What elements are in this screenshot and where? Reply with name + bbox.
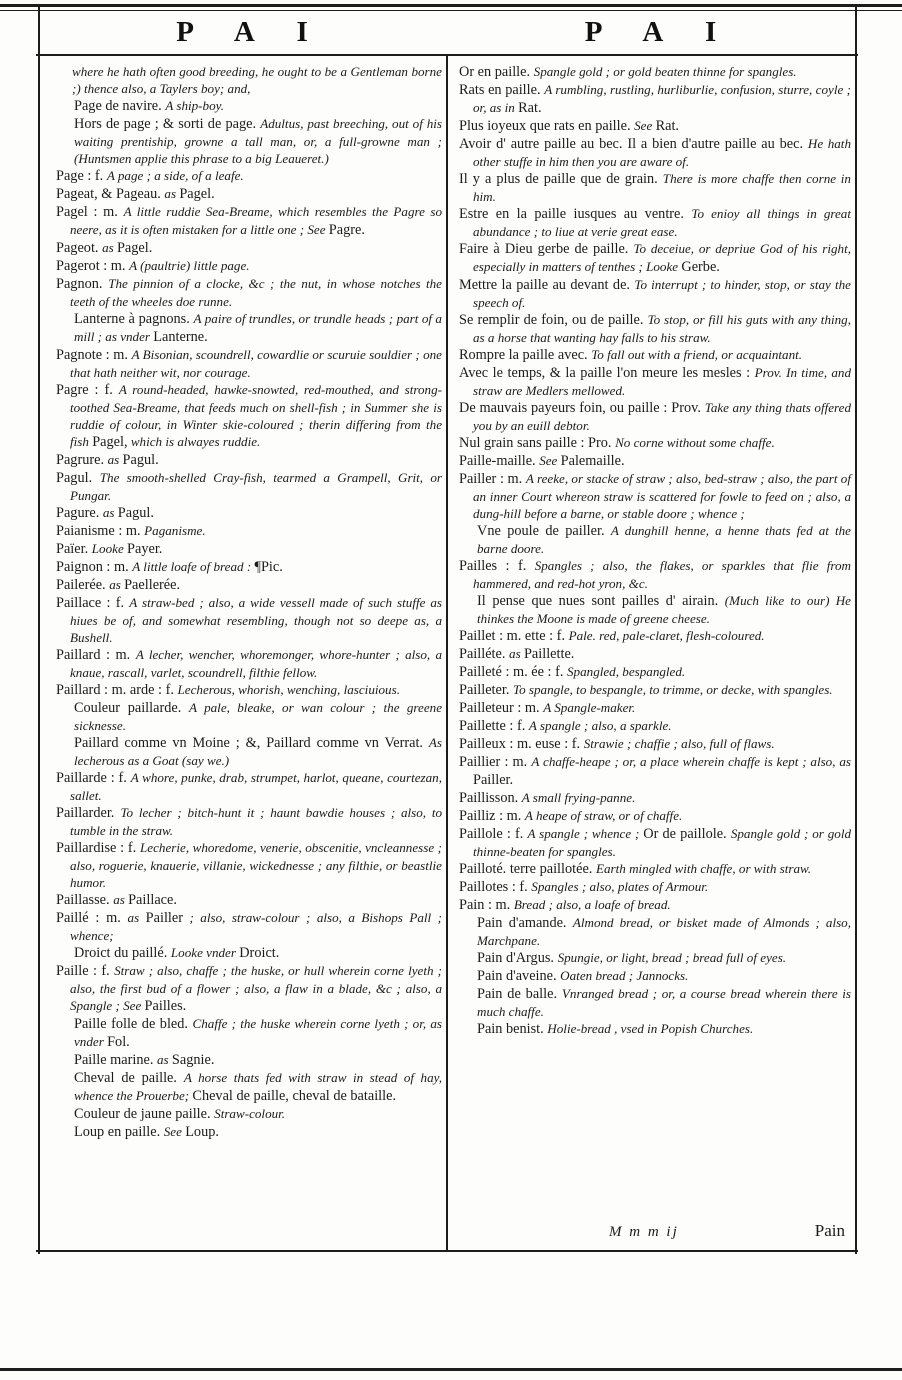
french-text: Paillier : m. <box>459 754 532 770</box>
french-text: Paillace : f. <box>56 595 130 611</box>
french-text: Paillarder. <box>56 805 121 821</box>
english-gloss: A rumbling, rustling, hurliburlie, confusion, sturre, coyle ; or, as in <box>473 82 851 115</box>
dictionary-entry <box>459 170 851 205</box>
french-text: Cheval de paille. <box>74 1070 184 1086</box>
english-gloss: as <box>113 892 129 907</box>
english-gloss: as <box>509 646 524 661</box>
dictionary-entry <box>459 135 851 170</box>
french-text: Rats en paille. <box>459 82 545 98</box>
french-text: Pagnon. <box>56 276 109 292</box>
dictionary-entry <box>56 167 442 185</box>
french-text: Hors de page ; & sorti de page. <box>74 116 261 132</box>
english-gloss: Spangles ; also, plates of Armour. <box>531 879 709 894</box>
dictionary-entry <box>56 944 442 962</box>
french-text: Paillette. <box>523 646 575 662</box>
dictionary-entry <box>56 681 442 699</box>
english-gloss: ; also, straw-colour ; also, a Bishops Pall ; whence; <box>70 910 443 943</box>
english-gloss: As lecherous as a Goat (say we.) <box>74 735 442 768</box>
dictionary-entry <box>56 734 442 769</box>
french-text: Paille folle de bled. <box>74 1016 193 1032</box>
dictionary-entry <box>56 97 442 115</box>
english-gloss: as <box>164 186 180 201</box>
dictionary-entry <box>56 1069 442 1105</box>
english-gloss: Take any thing thats offered you by an euill debtor. <box>473 400 852 433</box>
french-text: Loup en paille. <box>74 1124 164 1140</box>
english-gloss: No corne without some chaffe. <box>615 435 775 450</box>
english-gloss: A small frying-panne. <box>521 790 636 805</box>
english-gloss: There is more chaffe then corne in him. <box>473 171 851 204</box>
english-gloss: A whore, punke, drab, strumpet, harlot, queane, courtezan, sallet. <box>70 770 442 803</box>
english-gloss: A chaffe-heape ; or, a place wherein chaffe is kept ; also, as <box>531 754 851 769</box>
english-gloss: as <box>102 240 117 255</box>
dictionary-entry <box>459 364 851 399</box>
english-gloss: Looke <box>91 541 128 556</box>
english-gloss: A page ; a side, of a leafe. <box>106 168 244 183</box>
dictionary-entry <box>56 1051 442 1069</box>
dictionary-entry <box>459 807 851 825</box>
english-gloss: Prov. In time, and straw are Medlers mellowed. <box>473 365 851 398</box>
dictionary-entry <box>459 470 851 522</box>
dictionary-entry <box>459 452 851 470</box>
rule-column-divider <box>446 55 448 1252</box>
french-text: Paillace. <box>128 892 177 908</box>
dictionary-entry <box>56 310 442 346</box>
english-gloss: Oaten bread ; Jannocks. <box>560 968 689 983</box>
english-gloss: A spangle ; whence ; <box>527 826 644 841</box>
french-text: Pagul. <box>122 452 159 468</box>
french-text: Mettre la paille au devant de. <box>459 277 635 293</box>
english-gloss: A dunghill henne, a henne thats fed at the barne doore. <box>477 523 851 556</box>
french-text: Paillé : m. <box>56 910 128 926</box>
dictionary-entry <box>459 735 851 753</box>
french-text: Paille-maille. <box>459 453 540 469</box>
english-gloss: Almond bread, or bisket made of Almonds ; also, Marchpane. <box>477 915 851 948</box>
catchword: Pain <box>814 1221 845 1240</box>
dictionary-entry <box>56 594 442 646</box>
french-text: Pageot. <box>56 240 103 256</box>
french-text: Pailliz : m. <box>459 808 525 824</box>
french-text: Droict. <box>239 945 280 961</box>
dictionary-entry <box>459 914 851 949</box>
french-text: Pain benist. <box>477 1021 548 1037</box>
dictionary-entry <box>56 1015 442 1051</box>
french-text: Pagre. <box>328 222 365 238</box>
dictionary-entry <box>459 240 851 276</box>
dictionary-entry <box>56 451 442 469</box>
rule-top-outer <box>0 4 902 7</box>
english-gloss: A little ruddie Sea-Breame, which resembles the Pagre so neere, as it is often mistaken for a little one ; See <box>70 204 443 237</box>
rule-scan-bottom-edge <box>0 1368 902 1371</box>
french-text: Or en paille. <box>459 64 534 80</box>
english-gloss: A paire of trundles, or trundle heads ; part of a mill ; as vnder <box>74 311 442 344</box>
signature-row <box>459 1221 845 1241</box>
french-text: Pain d'amande. <box>477 915 573 931</box>
dictionary-entry <box>56 909 442 944</box>
english-gloss: as <box>156 1052 172 1067</box>
english-gloss: Chaffe ; the huske wherein corne lyeth ; or, as vnder <box>74 1016 443 1049</box>
dictionary-entry <box>56 346 442 381</box>
french-text: Loup. <box>185 1124 219 1140</box>
french-text: Pagul. <box>56 470 100 486</box>
english-gloss: A little loafe of bread : <box>132 559 255 574</box>
french-text: Palemaille. <box>560 453 625 469</box>
rule-right-border <box>855 4 857 1254</box>
dictionary-entry <box>459 663 851 681</box>
french-text: Pailler. <box>473 772 514 788</box>
english-gloss: A straw-bed ; also, a wide vessell made of such stuffe as hiues be of, and somewhat resembling, though not so deepe as, a Bushell. <box>70 595 443 645</box>
dictionary-entry <box>459 205 851 240</box>
french-text: Pagul. <box>117 505 154 521</box>
french-text: Pain d'Argus. <box>477 950 558 966</box>
french-text: Pailerée. <box>56 577 110 593</box>
english-gloss: Pale. red, pale-claret, flesh-coloured. <box>568 628 765 643</box>
french-text: Rompre la paille avec. <box>459 347 592 363</box>
english-gloss: Vnranged bread ; or, a course bread wherein there is much chaffe. <box>477 986 851 1019</box>
english-gloss: Lecherie, whoredome, venerie, obscenitie, vncleannesse ; also, roguerie, knauerie, villanie, wickednesse ; any filthie, or beastlie humor. <box>70 840 442 890</box>
dictionary-entry <box>56 558 442 576</box>
dictionary-entry <box>56 115 442 167</box>
english-gloss: See <box>634 118 656 133</box>
english-gloss: A Bisonian, scoundrell, cowardlie or scuruie souldier ; one that hath neither wit, nor courage. <box>70 347 442 380</box>
english-gloss: as <box>127 910 146 925</box>
dictionary-entry <box>459 967 851 985</box>
english-gloss: The pinnion of a clocke, &c ; the nut, in whose notches the teeth of the wheeles doe runne. <box>70 276 442 309</box>
french-text: Pagerot : m. <box>56 258 130 274</box>
dictionary-entry <box>459 399 851 434</box>
english-gloss: The smooth-shelled Cray-fish, tearmed a Grampell, Grit, or Pungar. <box>70 470 443 503</box>
dictionary-entry <box>56 804 442 839</box>
dictionary-entry <box>56 540 442 558</box>
english-gloss: To interrupt ; to hinder, stop, or stay the speech of. <box>473 277 851 310</box>
french-text: Estre en la paille iusques au ventre. <box>459 206 692 222</box>
dictionary-entry <box>56 203 442 239</box>
dictionary-entry <box>56 576 442 594</box>
english-gloss: as <box>109 577 125 592</box>
french-text: Pagel, <box>92 434 128 450</box>
english-gloss: To deceiue, or depriue God of his right, especially in matters of tenthes ; Looke <box>473 241 852 274</box>
english-gloss: (Much like to our) He thinkes the Moone is made of greene cheese. <box>477 593 851 626</box>
french-text: Pagure. <box>56 505 103 521</box>
dictionary-entry <box>459 949 851 967</box>
dictionary-entry <box>459 825 851 860</box>
english-gloss: To enioy all things in great abundance ; to liue at verie great ease. <box>473 206 851 239</box>
french-text: Avec le temps, & la paille l'on meure les mesles : <box>459 365 755 381</box>
french-text: Vne poule de pailler. <box>477 523 611 539</box>
dictionary-entry <box>56 839 442 891</box>
french-text: Il y a plus de paille que de grain. <box>459 171 663 187</box>
french-text: Paillole : f. <box>459 826 528 842</box>
english-gloss: He hath other stuffe in him then you are aware of. <box>473 136 851 169</box>
french-text: Pailles : f. <box>459 558 535 574</box>
dictionary-entry <box>459 592 851 627</box>
dictionary-entry <box>459 276 851 311</box>
french-text: Rat. <box>518 100 542 116</box>
english-gloss: as <box>107 452 123 467</box>
english-gloss: To stop, or fill his guts with any thing, as a horse that wanting hay falls to his straw. <box>473 312 851 345</box>
dictionary-entry <box>459 627 851 645</box>
dictionary-entry <box>459 681 851 699</box>
dictionary-entry <box>459 878 851 896</box>
dictionary-entry <box>56 63 442 97</box>
french-text: Paillet : m. ette : f. <box>459 628 569 644</box>
english-gloss: Spangles ; also, the flakes, or sparkles that flie from hammered, and red-hot yron, &c. <box>473 558 851 591</box>
dictionary-entry <box>459 645 851 663</box>
dictionary-entry <box>56 769 442 804</box>
english-gloss: Adultus, past breeching, out of his waiting prentiship, growne a tall man, or, a full-growne man ; (Huntsmen applie this phrase to a big Leaueret.) <box>74 116 442 166</box>
english-gloss: Bread ; also, a loafe of bread. <box>513 897 671 912</box>
french-text: Pailler <box>145 910 183 926</box>
dictionary-entry <box>56 239 442 257</box>
french-text: Pagel. <box>179 186 215 202</box>
french-text: Paillasse. <box>56 892 114 908</box>
dictionary-entry <box>459 753 851 789</box>
french-text: Paillarde : f. <box>56 770 131 786</box>
french-text: Pailleteur : m. <box>459 700 544 716</box>
dictionary-entry <box>459 434 851 452</box>
english-gloss: A lecher, wencher, whoremonger, whore-hunter ; also, a knaue, rascall, varlet, scoundrell, filthie fellow. <box>70 647 442 680</box>
french-text: Paille : f. <box>56 963 115 979</box>
french-text: Faire à Dieu gerbe de paille. <box>459 241 634 257</box>
french-text: Pailloté. terre paillotée. <box>459 861 596 877</box>
english-gloss: Spangle gold ; or gold beaten thinne for spangles. <box>533 64 797 79</box>
running-head-left: P A I <box>176 16 326 48</box>
french-text: ¶Pic. <box>254 559 283 575</box>
dictionary-entry <box>56 962 442 1015</box>
french-text: Rat. <box>655 118 679 134</box>
dictionary-entry <box>56 522 442 540</box>
french-text: Paillard : m. arde : f. <box>56 682 178 698</box>
english-gloss: as <box>102 505 118 520</box>
dictionary-entry <box>459 789 851 807</box>
french-text: Sagnie. <box>171 1052 215 1068</box>
dictionary-entry <box>459 860 851 878</box>
english-gloss: Looke vnder <box>170 945 240 960</box>
english-gloss: A ship-boy. <box>165 98 224 113</box>
french-text: Pailles. <box>144 998 187 1014</box>
english-gloss: A heape of straw, or of chaffe. <box>524 808 683 823</box>
french-text: Paillisson. <box>459 790 522 806</box>
french-text: Pagel : m. <box>56 204 124 220</box>
dictionary-entry <box>56 504 442 522</box>
english-gloss: A Spangle-maker. <box>543 700 636 715</box>
french-text: Nul grain sans paille : Pro. <box>459 435 616 451</box>
rule-top-inner <box>0 10 902 11</box>
dictionary-entry <box>459 81 851 117</box>
english-gloss: Spungie, or light, bread ; bread full of eyes. <box>557 950 787 965</box>
dictionary-entry <box>459 311 851 346</box>
french-text: Pailler : m. <box>459 471 526 487</box>
dictionary-entry <box>459 522 851 557</box>
dictionary-entry <box>56 257 442 275</box>
dictionary-entry <box>459 985 851 1020</box>
english-gloss: See <box>163 1124 186 1139</box>
french-text: Droict du paillé. <box>74 945 171 961</box>
french-text: Avoir d' autre paille au bec. Il a bien d'autre paille au bec. <box>459 136 808 152</box>
rule-bottom-border <box>36 1250 858 1252</box>
english-gloss: To lecher ; bitch-hunt it ; haunt bawdie houses ; also, to tumble in the straw. <box>70 805 442 838</box>
french-text: Page de navire. <box>74 98 166 114</box>
french-text: Païer. <box>56 541 92 557</box>
dictionary-entry <box>56 699 442 734</box>
french-text: Pageat, & Pageau. <box>56 186 165 202</box>
dictionary-entry <box>56 185 442 203</box>
signature-mark: M m m ij <box>609 1224 679 1240</box>
english-gloss: which is alwayes ruddie. <box>127 434 261 449</box>
english-gloss: Earth mingled with chaffe, or with straw. <box>595 861 812 876</box>
french-text: Paellerée. <box>124 577 181 593</box>
left-column <box>56 63 442 1141</box>
dictionary-entry <box>56 1123 442 1141</box>
french-text: Pailleux : m. euse : f. <box>459 736 584 752</box>
dictionary-entry <box>56 646 442 681</box>
french-text: Couleur paillarde. <box>74 700 189 716</box>
english-gloss: A round-headed, hawke-snowted, red-mouthed, and strong-toothed Sea-Breame, that feeds much on shell-fish ; in Summer she is ruddie of colour, in Winter skie-coloured ; therin differing from the fish <box>70 382 442 449</box>
dictionary-entry <box>56 469 442 504</box>
english-gloss: Straw ; also, chaffe ; the huske, or hull wherein corne lyeth ; also, the first bud of a flower ; also, a flaw in a blade, &c ; also, a Spangle ; See <box>70 963 442 1013</box>
french-text: Fol. <box>107 1034 130 1050</box>
french-text: Lanterne. <box>153 329 208 345</box>
french-text: Paille marine. <box>74 1052 157 1068</box>
french-text: Couleur de jaune paille. <box>74 1106 215 1122</box>
english-gloss: where he hath often good breeding, he ought to be a Gentleman borne ;) thence also, a Taylers boy; and, <box>72 64 442 96</box>
dictionary-entry <box>56 891 442 909</box>
english-gloss: To fall out with a friend, or acquaintant. <box>591 347 803 362</box>
english-gloss: Lecherous, whorish, wenching, lasciuious. <box>177 682 400 697</box>
french-text: Pagrure. <box>56 452 108 468</box>
dictionary-entry <box>459 896 851 914</box>
french-text: Pagel. <box>116 240 153 256</box>
english-gloss: Spangled, bespangled. <box>567 664 686 679</box>
french-text: Il pense que nues sont pailles d' airain. <box>477 593 725 609</box>
french-text: Pain : m. <box>459 897 514 913</box>
french-text: Plus ioyeux que rats en paille. <box>459 118 635 134</box>
french-text: Pailleter. <box>459 682 513 698</box>
english-gloss: To spangle, to bespangle, to trimme, or decke, with spangles. <box>513 682 833 697</box>
english-gloss: A pale, bleake, or wan colour ; the greene sicknesse. <box>74 700 442 733</box>
french-text: De mauvais payeurs foin, ou paille : Prov. <box>459 400 705 416</box>
french-text: Paignon : m. <box>56 559 133 575</box>
dictionary-entry <box>459 699 851 717</box>
french-text: Pagnote : m. <box>56 347 132 363</box>
dictionary-entry <box>459 717 851 735</box>
french-text: Pain d'aveine. <box>477 968 561 984</box>
french-text: Pagre : f. <box>56 382 119 398</box>
dictionary-entry <box>459 63 851 81</box>
right-column <box>459 63 851 1038</box>
french-text: Lanterne à pagnons. <box>74 311 194 327</box>
english-gloss: See <box>539 453 561 468</box>
english-gloss: Paganisme. <box>144 523 206 538</box>
english-gloss: Straw-colour. <box>214 1106 286 1121</box>
english-gloss: A spangle ; also, a sparkle. <box>528 718 672 733</box>
french-text: Page : f. <box>56 168 107 184</box>
english-gloss: A reeke, or stacke of straw ; also, bed-straw ; also, the part of an inner Court whereon straw is scattered for fowle to feed on ; also, a dung-hill before a barne, or stable doore ; whence ; <box>473 471 851 521</box>
dictionary-entry <box>56 381 442 451</box>
french-text: Cheval de paille, cheval de bataille. <box>192 1088 397 1104</box>
french-text: Pailléte. <box>459 646 510 662</box>
dictionary-entry <box>56 275 442 310</box>
french-text: Paianisme : m. <box>56 523 145 539</box>
dictionary-entry <box>56 1105 442 1123</box>
dictionary-entry <box>459 1020 851 1038</box>
english-gloss: A horse thats fed with straw in stead of hay, whence the Prouerbe; <box>74 1070 442 1103</box>
english-gloss: Spangle gold ; or gold thinne-beaten for spangles. <box>473 826 851 859</box>
french-text: Or de paillole. <box>643 826 731 842</box>
rule-left-border <box>38 4 40 1254</box>
french-text: Payer. <box>127 541 163 557</box>
french-text: Paillard comme vn Moine ; &, Paillard comme vn Verrat. <box>74 735 429 751</box>
dictionary-entry <box>459 117 851 135</box>
french-text: Paillette : f. <box>459 718 529 734</box>
french-text: Pain de balle. <box>477 986 562 1002</box>
french-text: Se remplir de foin, ou de paille. <box>459 312 648 328</box>
french-text: Paillard : m. <box>56 647 136 663</box>
dictionary-entry <box>459 346 851 364</box>
english-gloss: Holie-bread , vsed in Popish Churches. <box>547 1021 754 1036</box>
dictionary-entry <box>459 557 851 592</box>
english-gloss: A (paultrie) little page. <box>129 258 250 273</box>
running-head-right: P A I <box>584 16 735 48</box>
french-text: Pailleté : m. ée : f. <box>459 664 567 680</box>
french-text: Paillardise : f. <box>56 840 141 856</box>
english-gloss: Strawie ; chaffie ; also, full of flaws. <box>583 736 775 751</box>
french-text: Gerbe. <box>681 259 720 275</box>
french-text: Paillotes : f. <box>459 879 532 895</box>
